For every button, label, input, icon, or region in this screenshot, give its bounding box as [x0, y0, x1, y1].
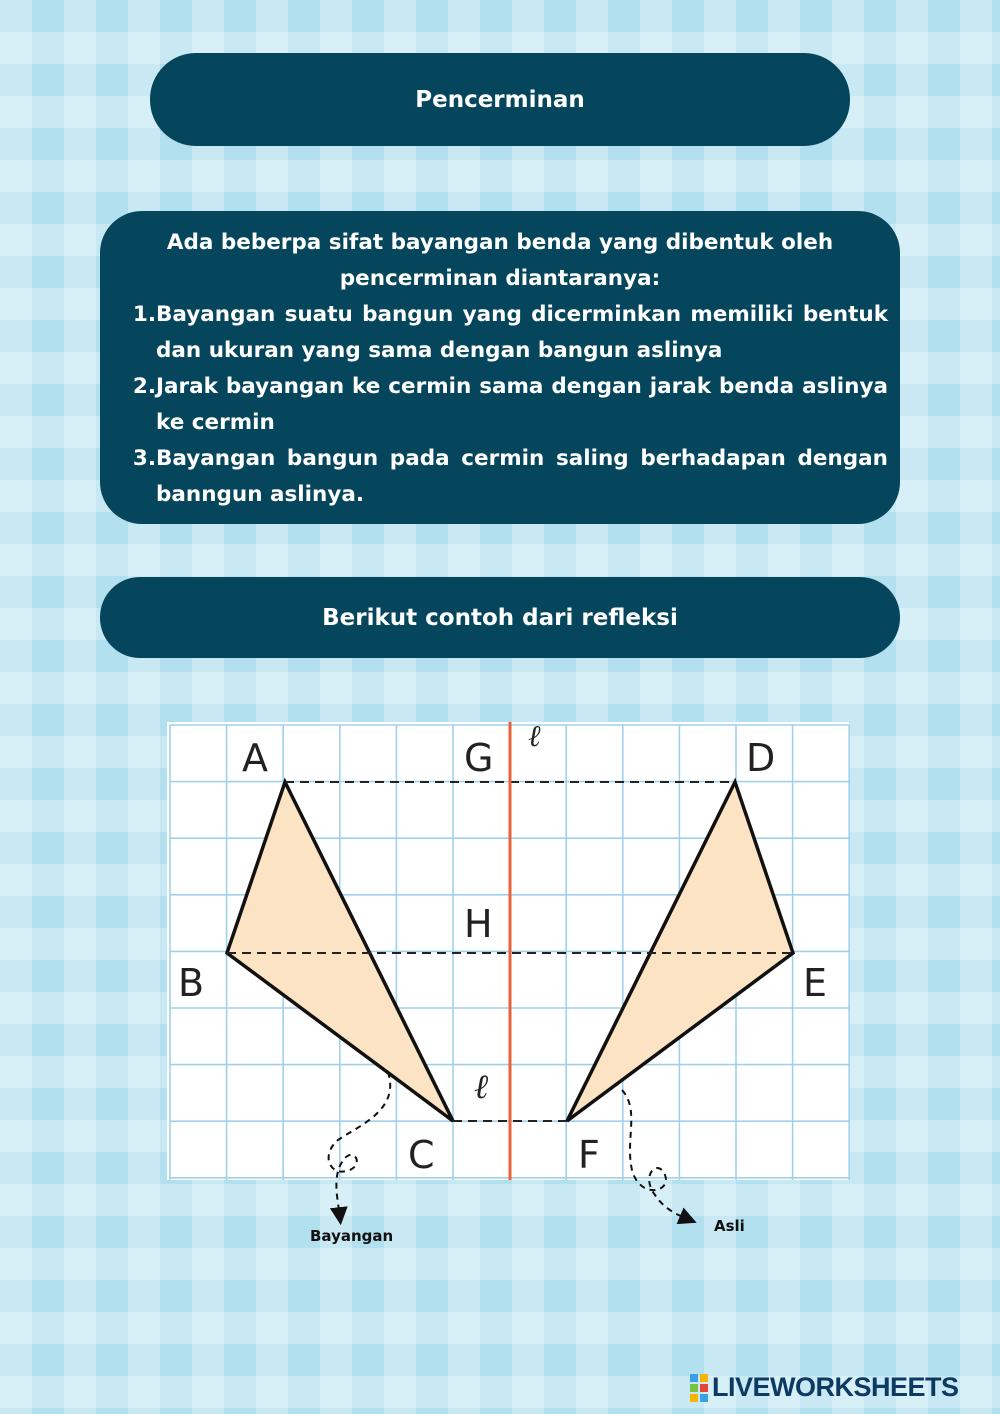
example-heading-text: Berikut contoh dari refleksi [322, 604, 678, 631]
list-item-text: Bayangan suatu bangun yang dicerminkan memiliki bentuk dan ukuran yang sama dengan bangun aslinya [156, 302, 888, 363]
annotation-bayangan: Bayangan [310, 1227, 394, 1245]
page-title-text: Pencerminan [415, 86, 585, 113]
annotation-asli: Asli [714, 1217, 745, 1235]
label-a: A [242, 736, 268, 780]
example-heading [100, 577, 900, 658]
list-item-number: 1. [132, 302, 156, 327]
reflection-figure [0, 700, 1000, 1260]
list-item [128, 441, 888, 513]
label-b: B [178, 961, 205, 1005]
properties-list [128, 297, 888, 513]
list-item-number: 3. [132, 446, 156, 471]
label-h: H [464, 902, 493, 946]
label-f: F [578, 1133, 600, 1177]
list-item [128, 369, 888, 441]
logo-text: LIVEWORKSHEETS [712, 1372, 959, 1402]
list-item-text: Bayangan bangun pada cermin saling berhadapan dengan banngun aslinya. [156, 446, 888, 507]
list-item [128, 297, 888, 369]
list-item-number: 2. [132, 374, 156, 399]
list-item-text: Jarak bayangan ke cermin sama dengan jarak benda aslinya ke cermin [156, 374, 888, 435]
logo-icon [690, 1374, 708, 1402]
properties-intro: Ada beberpa sifat bayangan benda yang dibentuk oleh pencerminan diantaranya: [166, 230, 834, 291]
liveworksheets-logo [690, 1372, 959, 1403]
label-g: G [464, 736, 494, 780]
mirror-label-bottom: ℓ [474, 1067, 489, 1107]
label-e: E [803, 961, 828, 1005]
page-title [150, 53, 850, 146]
properties-box [100, 211, 900, 524]
label-d: D [746, 736, 776, 780]
label-c: C [408, 1133, 435, 1177]
mirror-label-top: ℓ [528, 719, 541, 754]
